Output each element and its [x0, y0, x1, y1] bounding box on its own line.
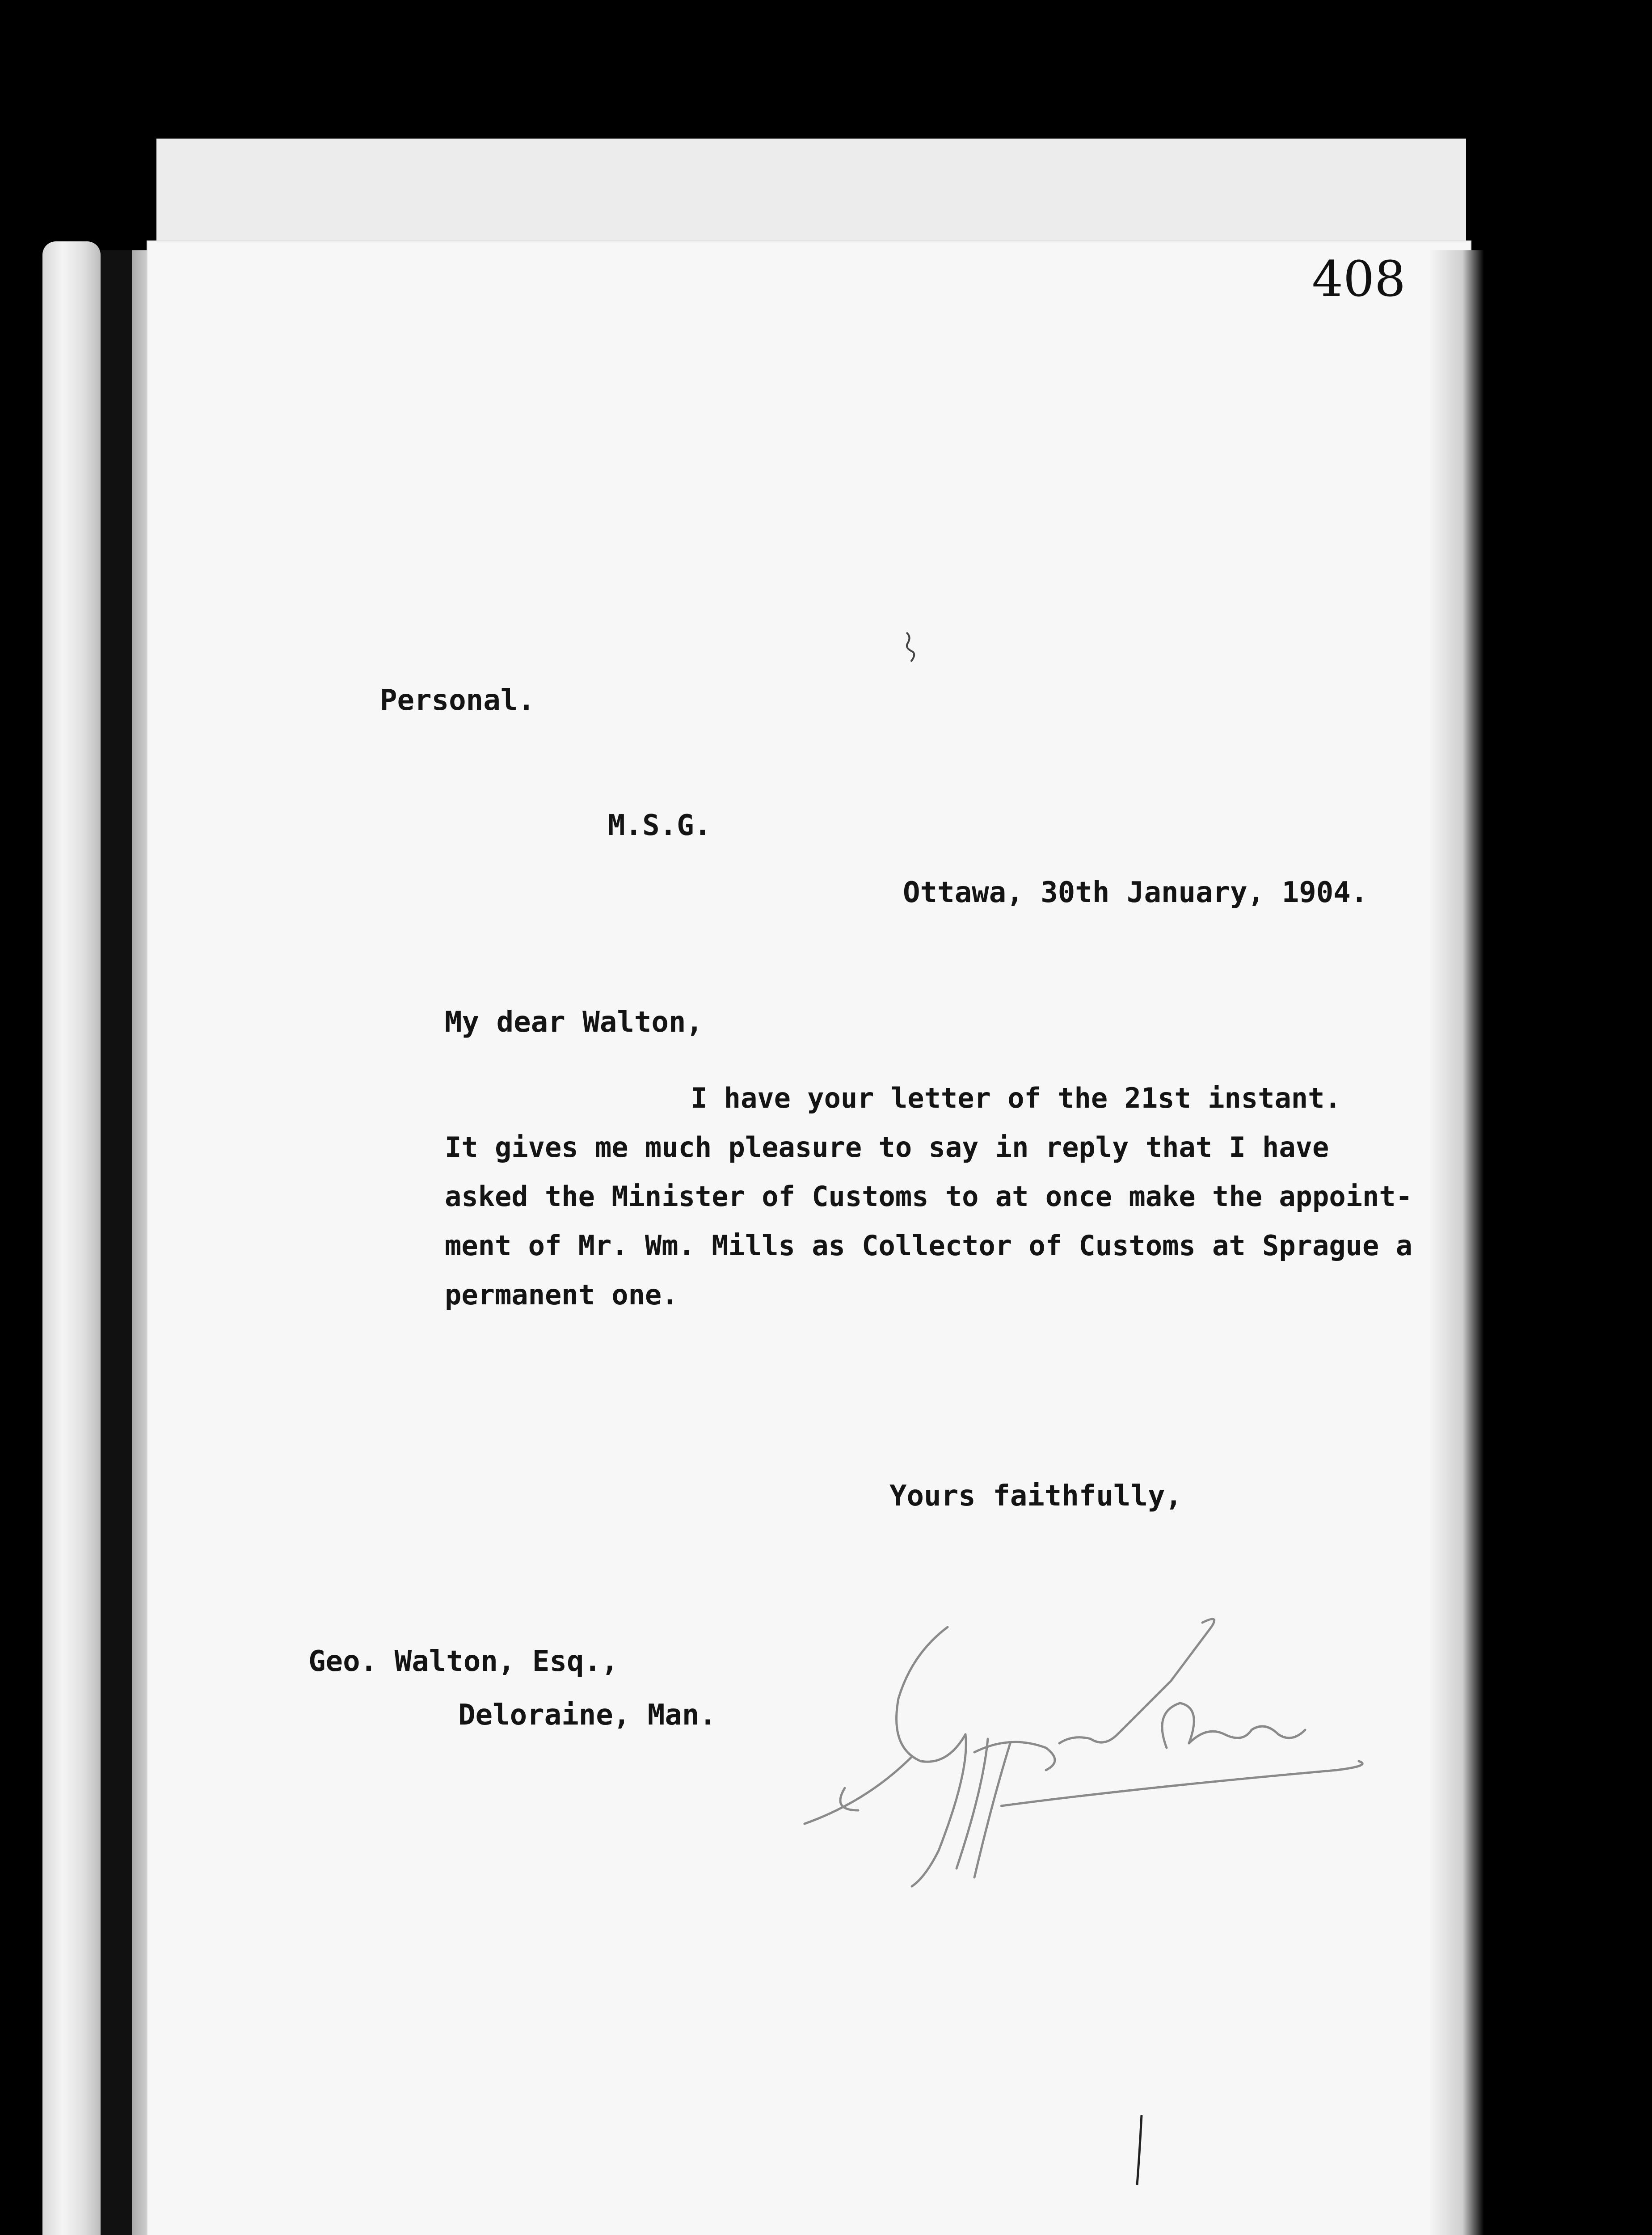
dateline: Ottawa, 30th January, 1904. [903, 876, 1368, 909]
recipient-name: Geo. Walton, Esq., [308, 1645, 619, 1678]
page-curled-edge [1430, 250, 1484, 2235]
letter-heading: Personal. [380, 684, 535, 717]
body-line: permanent one. [445, 1278, 678, 1311]
ink-mark [1135, 2114, 1144, 2186]
recipient-place: Deloraine, Man. [458, 1699, 716, 1732]
page-number: 408 [1312, 250, 1406, 308]
binding-shadow [101, 250, 132, 2235]
pencil-mark [903, 630, 921, 666]
handwritten-signature [778, 1600, 1403, 1913]
sender-initials: M.S.G. [608, 809, 712, 842]
body-line: ment of Mr. Wm. Mills as Collector of Customs at Sprague a [445, 1229, 1412, 1262]
body-line: It gives me much pleasure to say in reply that I have [445, 1131, 1329, 1164]
binding-strip [42, 241, 101, 2235]
closing: Yours faithfully, [889, 1480, 1183, 1513]
body-line: I have your letter of the 21st instant. [691, 1082, 1341, 1114]
body-line: asked the Minister of Customs to at once make the appoint- [445, 1180, 1412, 1213]
salutation: My dear Walton, [445, 1006, 703, 1039]
